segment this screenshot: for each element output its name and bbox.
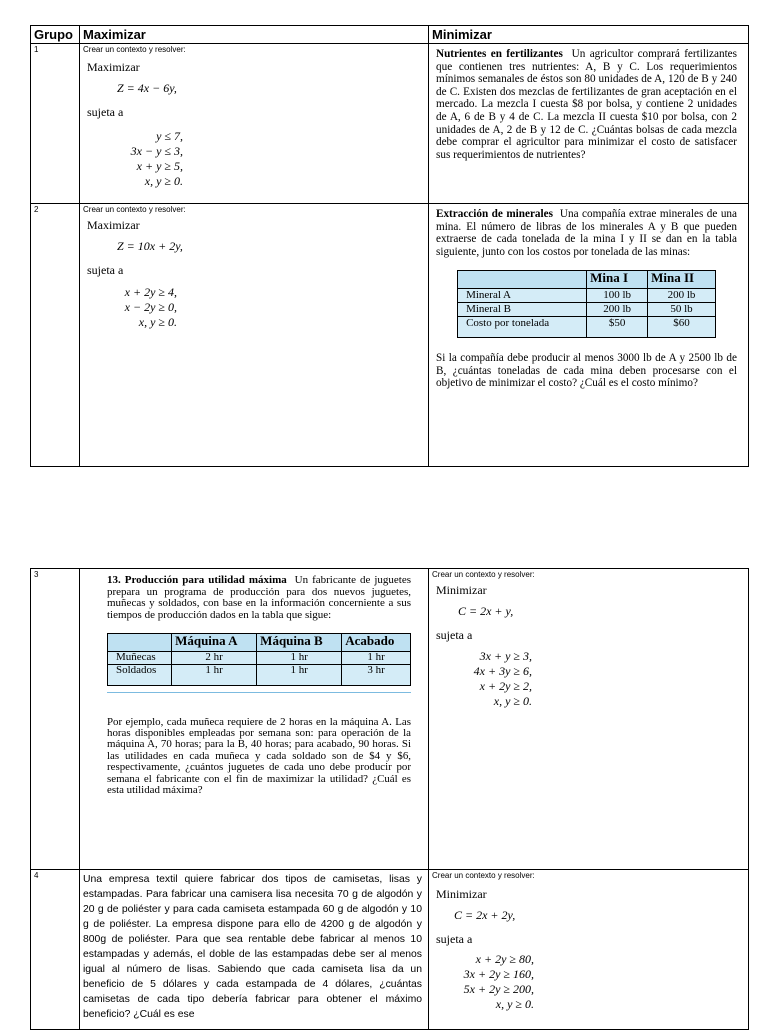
group-1-max-cell: [80, 44, 429, 204]
table-cell: 200 lb: [587, 302, 648, 316]
constraint: 3x − y ≤ 3,: [130, 144, 183, 158]
table-header: Máquina B: [257, 634, 342, 652]
word-problem: [432, 44, 745, 163]
lp-label: Maximizar: [87, 60, 140, 74]
table-cell: Soldados: [108, 664, 172, 685]
problem-text: Un agricultor comprará fertilizantes que contienen tres nutrientes: A, B y C. Los requerimientos mínimos semanales de éstos son 80 unidades de A, 120 de B y 240 de C. Existen dos mezclas de fertilizantes de gran aceptación en el mercado. La mezcla I cuesta $8 por bolsa, y contiene 2 unidades de A, 6 de B y 4 de C. La mezcla II cuesta $10 por bolsa, con 2 unidades de A, 2 de B y 12 de C. ¿Cuántas bolsas de cada mezcla debe comprar el agricultor para minimizar el costo de satisfacer sus requerimientos de nutrientes?: [436, 48, 737, 161]
instruction: Crear un contexto y resolver:: [83, 45, 186, 54]
constraint: x + 2y ≥ 80,: [475, 952, 534, 966]
table-cell: 100 lb: [587, 289, 648, 303]
lp-constraints: [436, 649, 532, 709]
table-cell: 1 hr: [257, 664, 342, 685]
minerals-table: [457, 270, 716, 338]
table-header: Acabado: [342, 634, 411, 652]
table-cell: $50: [587, 316, 648, 338]
table-cell: 50 lb: [648, 302, 716, 316]
group-number: 1: [31, 44, 80, 204]
table-header: [458, 271, 587, 289]
toys-table: [107, 633, 411, 685]
header-maximizar: Maximizar: [80, 26, 429, 44]
constraint: x, y ≥ 0.: [144, 174, 183, 188]
group-2-row: [31, 204, 749, 467]
table-cell: $60: [648, 316, 716, 338]
lp-subject: sujeta a: [87, 105, 124, 119]
word-problem: Una empresa textil quiere fabricar dos tipos de camisetas, lisas y estampadas. Para fabricar una camisera lisa necesita 70 g de algodón y 20 g de poliéster y para cada camiseta estampada 60 g de algodón y 10 g de poliéster. La empresa dispone para ello de 4200 g de algodón y 800g de poliéster. Para que sea rentable debe fabricar al menos 10 estampadas y además, el doble de las estampadas debe ser al menos igual al número de lisas. Sabiendo que cada camiseta lisa da un beneficio de 5 dólares y cada estampada de 4 dólares, ¿cuántas camisetas de cada tipo debería fabricar para obtener el máximo beneficio? ¿Cuál es ese: [83, 874, 422, 1020]
table-header: Mina I: [587, 271, 648, 289]
lp-problem: [83, 60, 425, 189]
table-cell: Mineral A: [458, 289, 587, 303]
lp-subject: sujeta a: [436, 628, 473, 642]
problem-title: Nutrientes en fertilizantes: [436, 48, 563, 60]
lp-objective: C = 2x + 2y,: [454, 908, 516, 922]
table-row: [108, 652, 411, 665]
instruction: Crear un contexto y resolver:: [432, 570, 535, 579]
table-cell: Mineral B: [458, 302, 587, 316]
constraint: x + y ≥ 5,: [136, 159, 183, 173]
group-number: 4: [31, 870, 80, 1030]
lp-constraints: [436, 952, 534, 1012]
table-row: [458, 316, 716, 338]
lp-objective: Z = 4x − 6y,: [117, 81, 177, 95]
problem-title: Extracción de minerales: [436, 208, 553, 220]
group-1-row: [31, 44, 749, 204]
group-2-max-cell: [80, 204, 429, 467]
problem-text: Una compañía extrae minerales de una mina. El número de libras de los minerales A y B que pueden extraerse de cada tonelada de la mina I y II se dan en la tabla siguiente, junto con los costos por tonelada de las minas:: [436, 208, 737, 258]
group-3-max-cell: [80, 569, 429, 870]
table-cell: 1 hr: [342, 652, 411, 665]
group-4-min-cell: [429, 870, 749, 1030]
constraint: 3x + 2y ≥ 160,: [463, 967, 534, 981]
header-row: [31, 26, 749, 44]
table-header: Máquina A: [172, 634, 257, 652]
header-grupo: Grupo: [31, 26, 80, 44]
group-4-max-cell: [80, 870, 429, 1030]
table-cell: Muñecas: [108, 652, 172, 665]
constraint: x + 2y ≥ 4,: [124, 285, 177, 299]
group-1-min-cell: [429, 44, 749, 204]
constraint: 4x + 3y ≥ 6,: [473, 664, 532, 678]
table-header: [108, 634, 172, 652]
problem-number: 13.: [107, 574, 121, 586]
table-cell: 200 lb: [648, 289, 716, 303]
lp-problem: [432, 887, 745, 1012]
constraint: 3x + y ≥ 3,: [479, 649, 532, 663]
lp-objective: C = 2x + y,: [458, 604, 514, 618]
group-3-row: [31, 569, 749, 870]
table-cell: Costo por tonelada: [458, 316, 587, 338]
table-cell: 2 hr: [172, 652, 257, 665]
lp-subject: sujeta a: [436, 932, 473, 946]
lp-constraints: [87, 285, 177, 330]
constraint: y ≤ 7,: [156, 129, 183, 143]
group-number: 3: [31, 569, 80, 870]
table-row: [108, 664, 411, 685]
table-cell: 3 hr: [342, 664, 411, 685]
problem-text-2: Por ejemplo, cada muñeca requiere de 2 horas en la máquina A. Las horas disponibles empleadas por semana son: para operación de la máquina A, 70 horas; para la B, 40 horas; para acabado, 90 horas. Si las utilidades en cada muñeca y cada soldado son de $4 y $6, respectivamente, ¿cuántos juguetes de cada uno debe producir por semana el fabricante con el fin de maximizar la utilidad? ¿Cuál es esta utilidad máxima?: [107, 715, 411, 796]
lp-subject: sujeta a: [87, 263, 124, 277]
instruction: Crear un contexto y resolver:: [432, 871, 535, 880]
constraint: x − 2y ≥ 0,: [124, 300, 177, 314]
word-problem: [432, 204, 745, 392]
lp-label: Maximizar: [87, 218, 140, 232]
table-row: [458, 289, 716, 303]
constraint: x, y ≥ 0.: [138, 315, 177, 329]
constraint: 5x + 2y ≥ 200,: [463, 982, 534, 996]
lp-constraints: [87, 129, 183, 189]
constraint: x, y ≥ 0.: [495, 997, 534, 1011]
table-bottom-rule: [107, 692, 411, 693]
group-4-row: [31, 870, 749, 1030]
instruction: Crear un contexto y resolver:: [83, 205, 186, 214]
problems-table-top: [30, 25, 749, 467]
table-cell: 1 hr: [172, 664, 257, 685]
problems-table-bottom: [30, 568, 749, 1030]
lp-problem: [83, 218, 425, 330]
problem-text-2: Si la compañía debe producir al menos 3000 lb de A y 2500 lb de B, ¿cuántas toneladas de cada mina deben procesarse con el objetivo de minimizar el costo? ¿Cuál es el costo mínimo?: [436, 352, 737, 390]
lp-label: Minimizar: [436, 887, 487, 901]
table-row: [458, 302, 716, 316]
group-3-min-cell: [429, 569, 749, 870]
group-2-min-cell: [429, 204, 749, 467]
constraint: x, y ≥ 0.: [493, 694, 532, 708]
constraint: x + 2y ≥ 2,: [479, 679, 532, 693]
problem-title: Producción para utilidad máxima: [124, 574, 287, 586]
lp-problem: [432, 583, 745, 709]
table-header: Mina II: [648, 271, 716, 289]
lp-label: Minimizar: [436, 583, 487, 597]
header-minimizar: Minimizar: [429, 26, 749, 44]
table-cell: 1 hr: [257, 652, 342, 665]
problem-text: Un fabricante de juguetes prepara un programa de producción para dos nuevos juguetes, muñecas y soldados, con base en la información concerniente a sus tiempos de producción dados en la tabla que sigue:: [107, 574, 412, 621]
word-problem: [83, 569, 425, 798]
lp-objective: Z = 10x + 2y,: [117, 239, 183, 253]
group-number: 2: [31, 204, 80, 467]
